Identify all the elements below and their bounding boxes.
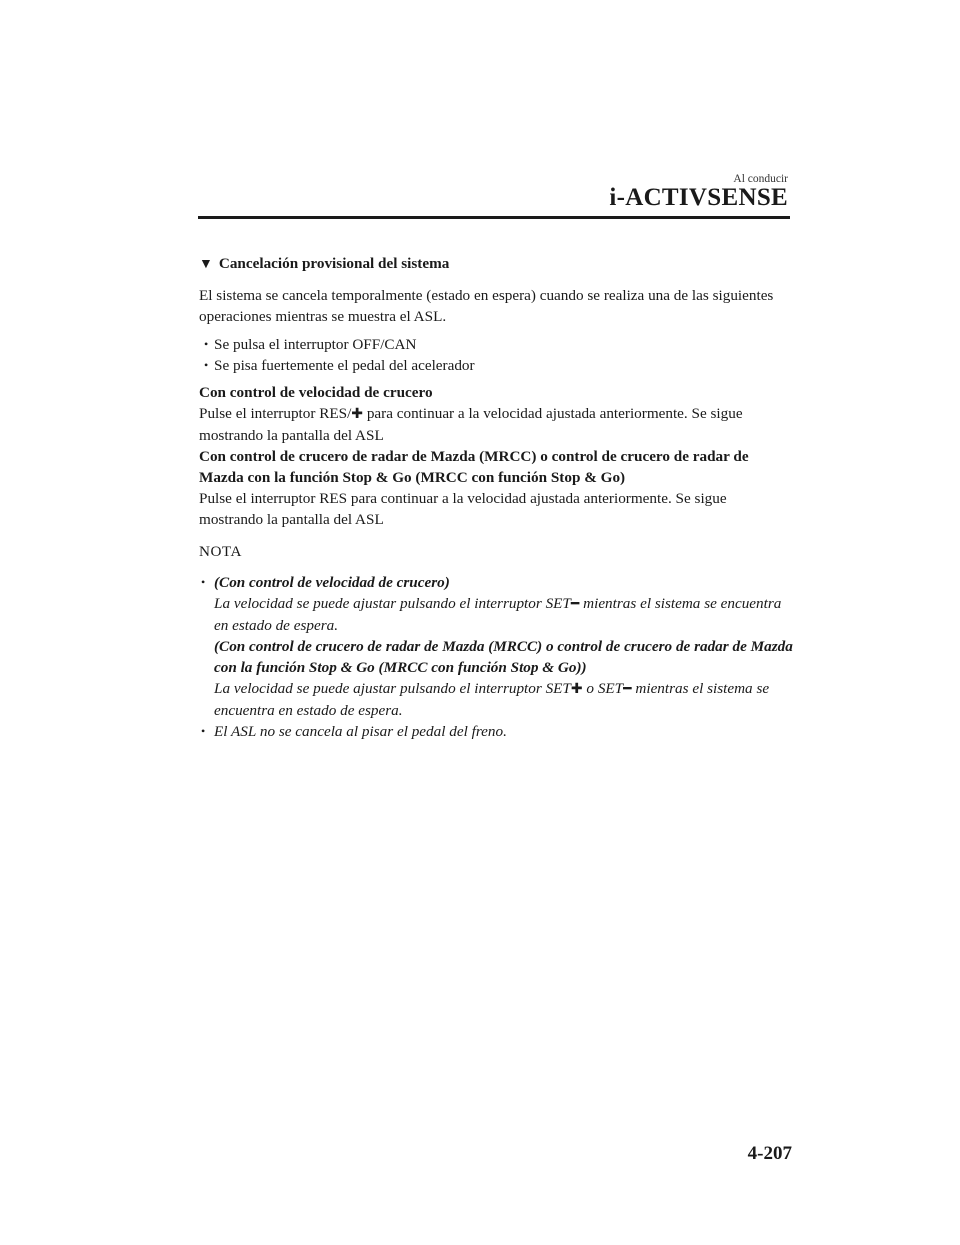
triangle-marker-icon: ▼ (199, 257, 213, 272)
note-label: NOTA (199, 543, 242, 560)
list-item (199, 355, 794, 376)
bullet-icon: • (201, 724, 206, 738)
note-text-part: o SET (582, 680, 624, 697)
note-text (214, 678, 794, 721)
bullet-icon: • (204, 358, 209, 372)
cruise-text-start: Pulse el interruptor RES/ (199, 405, 352, 422)
plus-icon: ✚ (351, 406, 364, 422)
note-text-part: La velocidad se puede ajustar pulsando el interruptor SET (214, 595, 571, 612)
bullet-icon: • (201, 575, 206, 589)
note-text-part: mientras el sistema se encuentra en estado de espera. (214, 595, 782, 634)
note-text-part: La velocidad se puede ajustar pulsando el interruptor SET (214, 680, 571, 697)
note-text-part: mientras el sistema se encuentra en estado de espera. (214, 680, 770, 719)
list-item-text: Se pisa fuertemente el pedal del acelerador (214, 357, 475, 374)
chapter-title: Al conducir (733, 173, 788, 185)
note-heading: (Con control de crucero de radar de Mazda (MRCC) o control de crucero de radar de Mazda con la función Stop & Go (MRCC con función Stop & Go)) (214, 638, 793, 676)
mrcc-paragraph: Pulse el interruptor RES para continuar a la velocidad ajustada anteriormente. Se sigue mostrando la pantalla del ASL (199, 490, 727, 528)
note-list (199, 572, 794, 742)
subsection-heading (199, 253, 794, 275)
minus-icon: ━ (623, 681, 632, 697)
cruise-text-end: para continuar a la velocidad ajustada anteriormente. Se sigue mostrando la pantalla del ASL (199, 405, 743, 444)
cruise-paragraph (199, 403, 794, 446)
section-title: i-ACTIVSENSE (609, 184, 788, 211)
note-text (214, 593, 794, 636)
list-item-text: Se pulsa el interruptor OFF/CAN (214, 336, 417, 353)
note-item (199, 572, 794, 721)
note-heading: (Con control de velocidad de crucero) (214, 574, 450, 591)
note-item (199, 721, 794, 742)
page-content (199, 253, 794, 742)
list-item (199, 334, 794, 355)
cruise-heading: Con control de velocidad de crucero (199, 384, 433, 401)
condition-list (199, 334, 794, 376)
mrcc-heading: Con control de crucero de radar de Mazda (MRCC) o control de crucero de radar de Mazda con la función Stop & Go (MRCC con función Stop & Go) (199, 448, 749, 486)
subsection-title: Cancelación provisional del sistema (218, 255, 450, 272)
minus-icon: ━ (570, 596, 580, 612)
plus-icon: ✚ (570, 681, 583, 697)
bullet-icon: • (204, 337, 209, 351)
header-divider (198, 216, 790, 219)
intro-paragraph: El sistema se cancela temporalmente (estado en espera) cuando se realiza una de las siguientes operaciones mientras se muestra el ASL. (199, 287, 774, 325)
page-number: 4-207 (747, 1143, 792, 1164)
note-text: El ASL no se cancela al pisar el pedal del freno. (214, 723, 507, 740)
